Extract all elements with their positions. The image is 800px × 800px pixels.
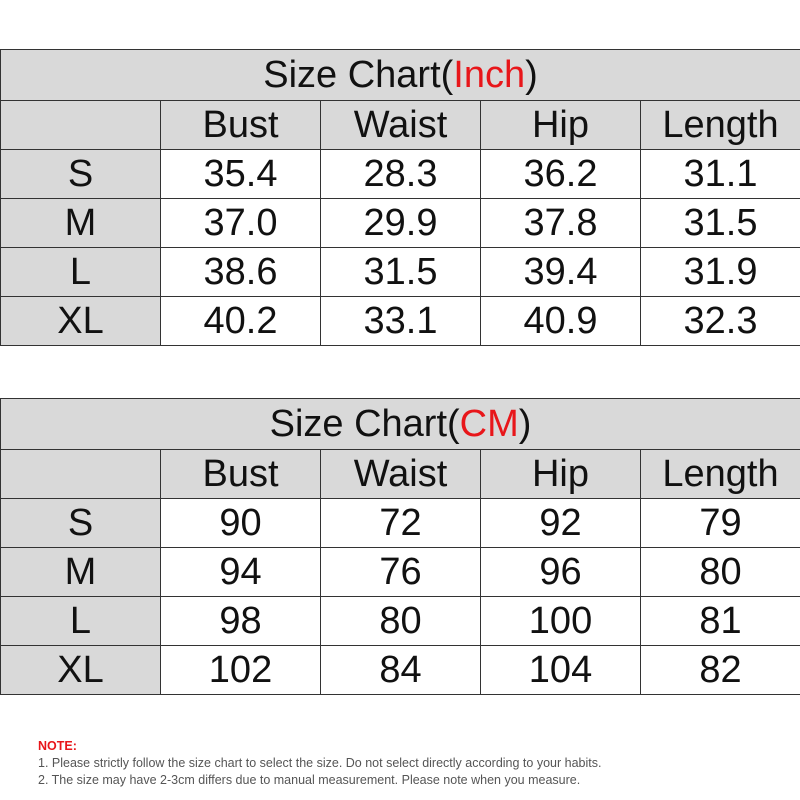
waist-value: 29.9 bbox=[321, 199, 481, 248]
bust-value: 102 bbox=[161, 646, 321, 695]
size-chart-inch-table bbox=[0, 49, 800, 346]
hip-value: 96 bbox=[481, 548, 641, 597]
size-label: XL bbox=[1, 646, 161, 695]
hip-value: 39.4 bbox=[481, 248, 641, 297]
length-value: 31.1 bbox=[641, 150, 800, 199]
waist-value: 72 bbox=[321, 499, 481, 548]
note-line-2: 2. The size may have 2-3cm differs due to manual measurement. Please note when you measure. bbox=[38, 773, 581, 787]
size-chart-cm-title bbox=[1, 399, 800, 450]
waist-value: 76 bbox=[321, 548, 481, 597]
bust-value: 98 bbox=[161, 597, 321, 646]
waist-value: 84 bbox=[321, 646, 481, 695]
header-waist: Waist bbox=[321, 101, 481, 150]
title-unit-inch: Inch bbox=[453, 54, 526, 96]
bust-value: 40.2 bbox=[161, 297, 321, 346]
size-label: L bbox=[1, 597, 161, 646]
waist-value: 80 bbox=[321, 597, 481, 646]
bust-value: 38.6 bbox=[161, 248, 321, 297]
hip-value: 100 bbox=[481, 597, 641, 646]
table-row bbox=[1, 248, 800, 297]
table-row bbox=[1, 297, 800, 346]
table-row bbox=[1, 499, 800, 548]
title-prefix: Size Chart( bbox=[263, 54, 454, 96]
title-prefix: Size Chart( bbox=[269, 403, 460, 445]
waist-value: 33.1 bbox=[321, 297, 481, 346]
length-value: 80 bbox=[641, 548, 800, 597]
header-corner bbox=[1, 450, 161, 499]
note-line-1: 1. Please strictly follow the size chart to select the size. Do not select directly according to your habits. bbox=[38, 756, 602, 770]
size-label: M bbox=[1, 199, 161, 248]
size-label: S bbox=[1, 499, 161, 548]
title-unit-cm: CM bbox=[459, 403, 519, 445]
table-row bbox=[1, 548, 800, 597]
size-label: S bbox=[1, 150, 161, 199]
size-chart-cm-table bbox=[0, 398, 800, 695]
size-chart-inch-title bbox=[1, 50, 800, 101]
length-value: 31.9 bbox=[641, 248, 800, 297]
bust-value: 90 bbox=[161, 499, 321, 548]
title-suffix: ) bbox=[525, 54, 538, 96]
header-corner bbox=[1, 101, 161, 150]
header-hip: Hip bbox=[481, 101, 641, 150]
table-row bbox=[1, 150, 800, 199]
length-value: 82 bbox=[641, 646, 800, 695]
header-waist: Waist bbox=[321, 450, 481, 499]
header-length: Length bbox=[641, 450, 800, 499]
header-bust: Bust bbox=[161, 450, 321, 499]
size-label: M bbox=[1, 548, 161, 597]
length-value: 81 bbox=[641, 597, 800, 646]
length-value: 32.3 bbox=[641, 297, 800, 346]
waist-value: 31.5 bbox=[321, 248, 481, 297]
header-length: Length bbox=[641, 101, 800, 150]
length-value: 79 bbox=[641, 499, 800, 548]
header-bust: Bust bbox=[161, 101, 321, 150]
waist-value: 28.3 bbox=[321, 150, 481, 199]
bust-value: 94 bbox=[161, 548, 321, 597]
table-row bbox=[1, 199, 800, 248]
hip-value: 36.2 bbox=[481, 150, 641, 199]
table-row bbox=[1, 597, 800, 646]
table-row bbox=[1, 646, 800, 695]
bust-value: 37.0 bbox=[161, 199, 321, 248]
size-label: XL bbox=[1, 297, 161, 346]
header-hip: Hip bbox=[481, 450, 641, 499]
hip-value: 92 bbox=[481, 499, 641, 548]
hip-value: 37.8 bbox=[481, 199, 641, 248]
hip-value: 40.9 bbox=[481, 297, 641, 346]
note-title: NOTE: bbox=[38, 739, 77, 753]
bust-value: 35.4 bbox=[161, 150, 321, 199]
length-value: 31.5 bbox=[641, 199, 800, 248]
title-suffix: ) bbox=[518, 403, 532, 445]
hip-value: 104 bbox=[481, 646, 641, 695]
size-label: L bbox=[1, 248, 161, 297]
notes-section bbox=[38, 738, 788, 789]
